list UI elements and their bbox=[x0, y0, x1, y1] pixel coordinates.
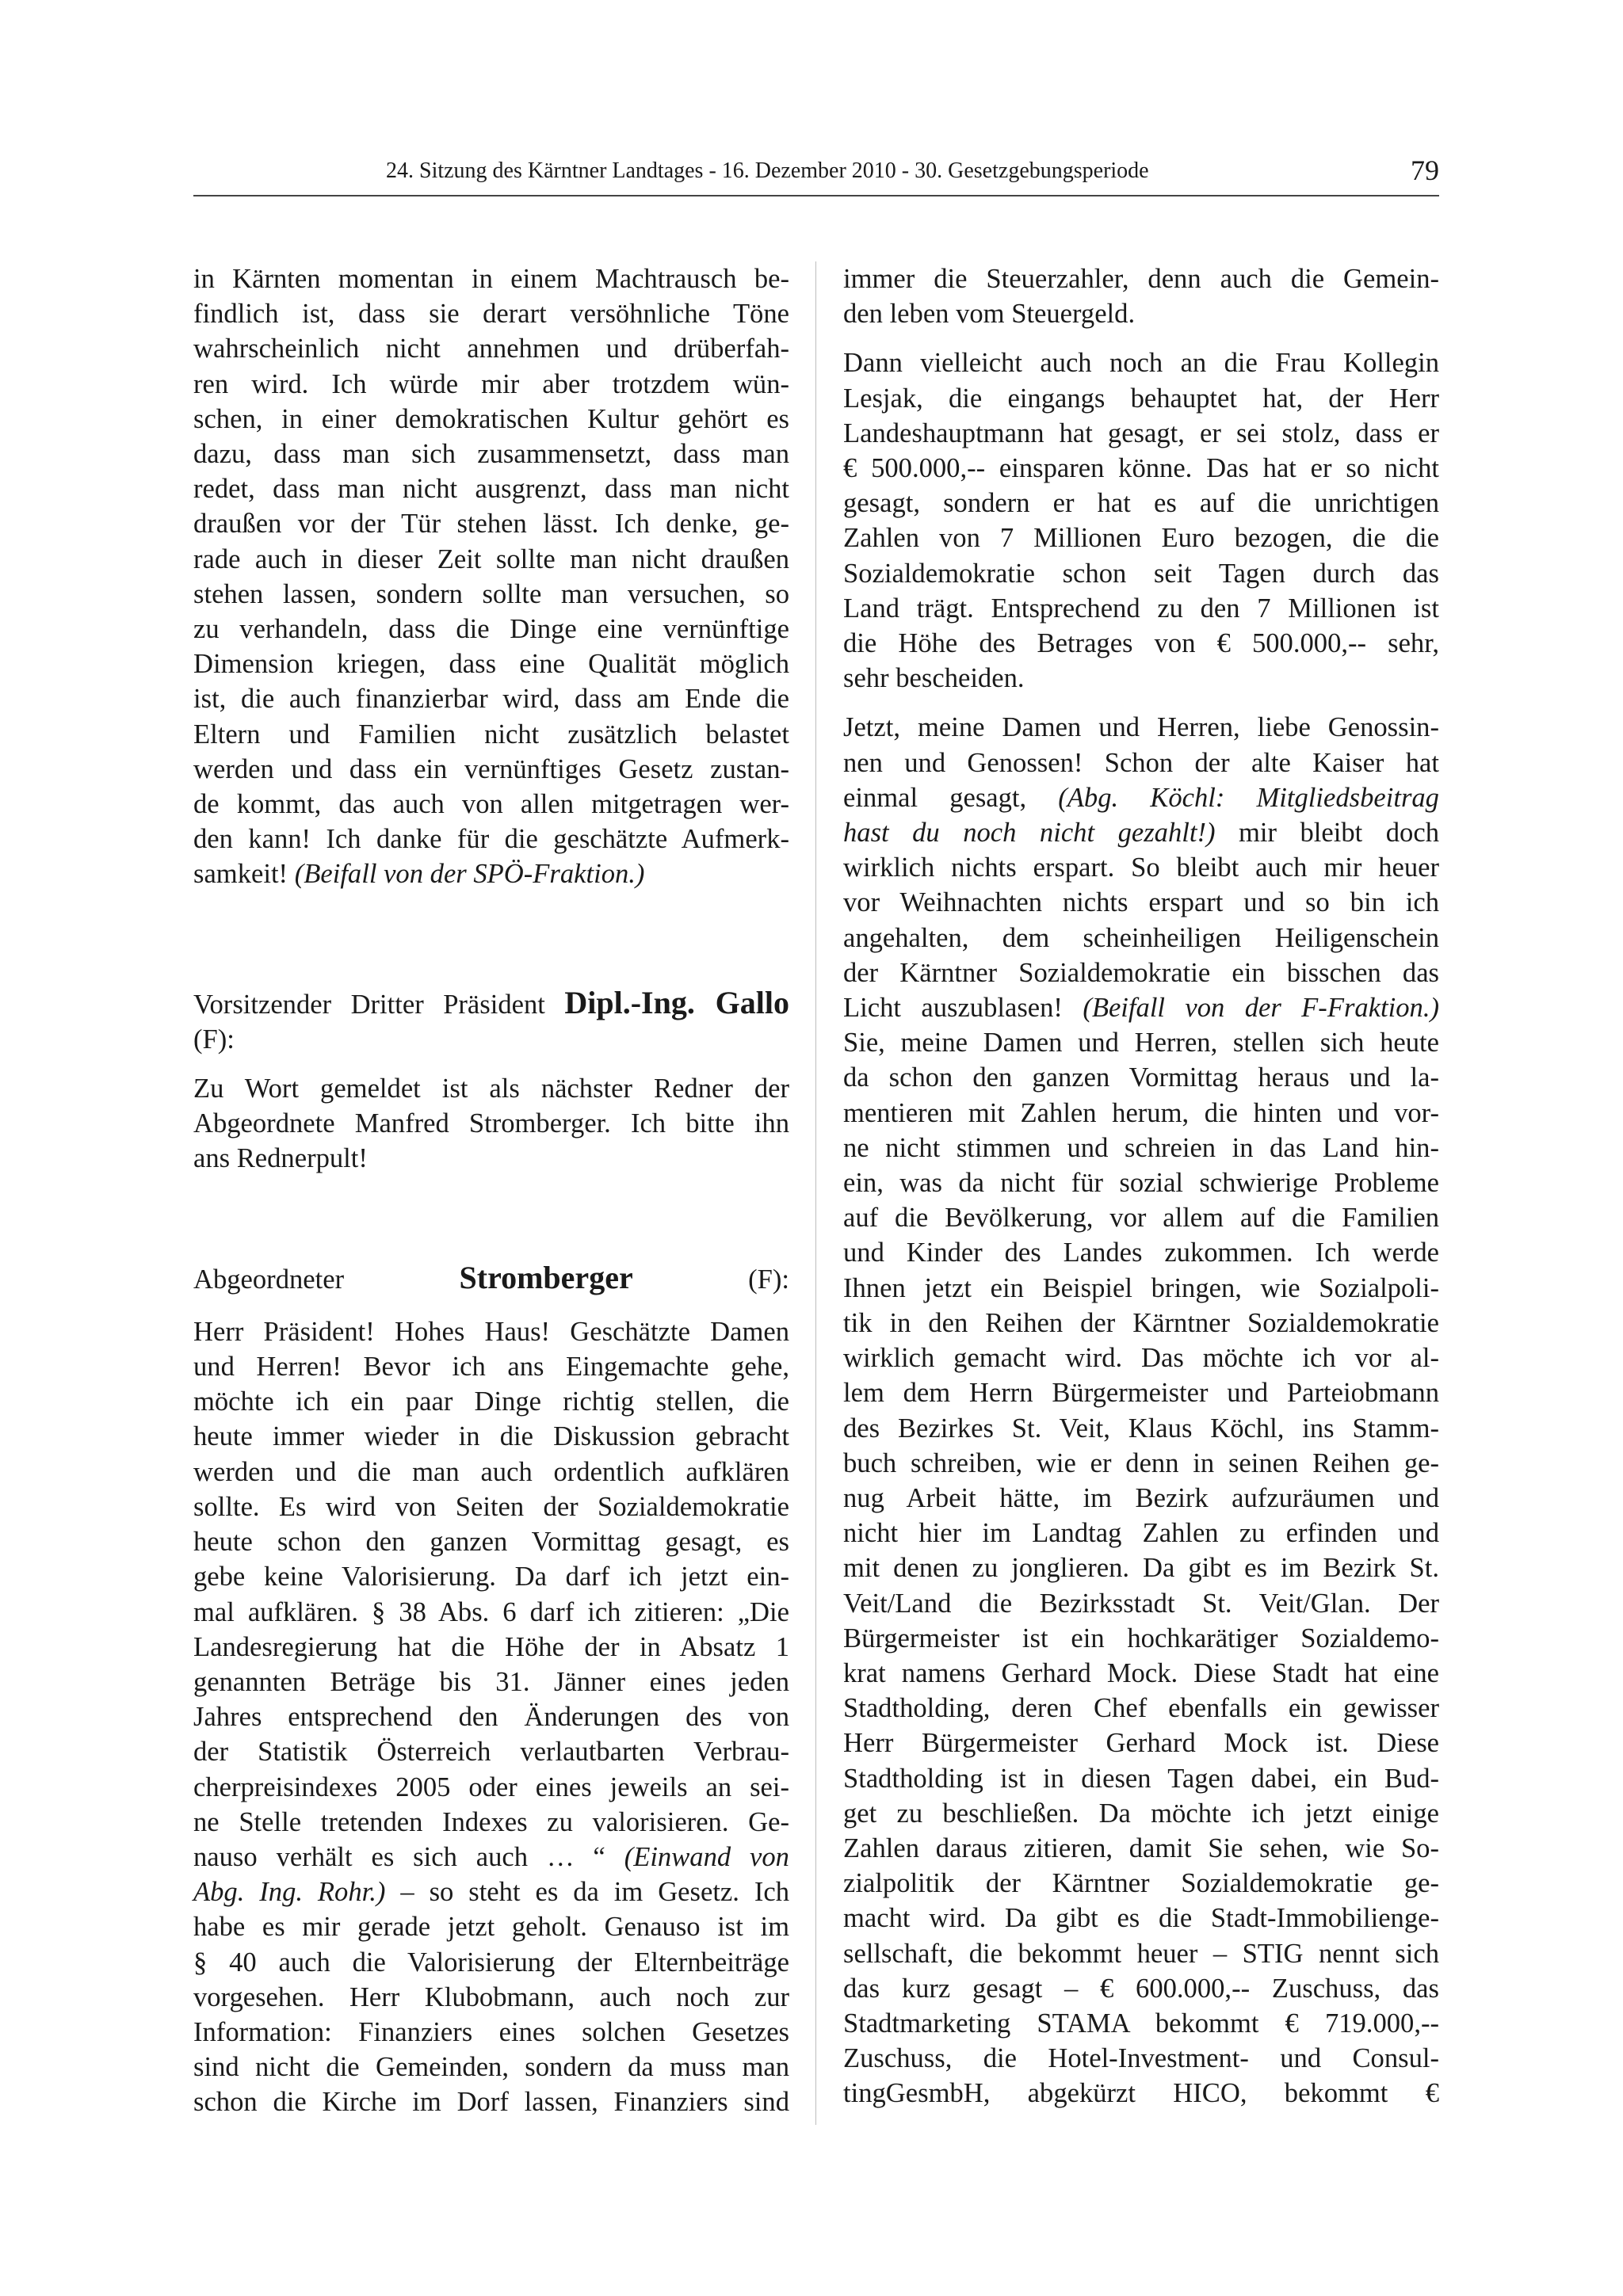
paragraph bbox=[843, 710, 1439, 780]
text-line: Information: Finanziers eines solchen Gesetzes bbox=[193, 2016, 789, 2047]
paragraph bbox=[193, 1314, 789, 1840]
text-line: Herr Präsident! Hohes Haus! Geschätzte Damen bbox=[193, 1316, 789, 1347]
text-line: Bürgermeister ist ein hochkarätiger Sozialdemo- bbox=[843, 1623, 1439, 1653]
text-line: schen, in einer demokratischen Kultur gehört es bbox=[193, 403, 789, 434]
right-column bbox=[843, 261, 1439, 2111]
text-line: § 40 auch die Valorisierung der Elternbeiträge bbox=[193, 1947, 789, 1978]
text-line: nug Arbeit hätte, im Bezirk aufzuräumen und bbox=[843, 1482, 1439, 1513]
text-line: samkeit! (Beifall von der SPÖ-Fraktion.) bbox=[193, 859, 645, 890]
paragraph bbox=[193, 1909, 789, 2119]
column-divider bbox=[815, 261, 816, 2125]
text-line: den kann! Ich danke für die geschätzte Aufmerk- bbox=[193, 824, 789, 855]
text-line: hast du noch nicht gezahlt!) mir bleibt doch bbox=[843, 818, 1439, 849]
text-line: auf die Bevölkerung, vor allem auf die Familien bbox=[843, 1203, 1439, 1234]
text-line: nen und Genossen! Schon der alte Kaiser hat bbox=[843, 747, 1439, 778]
text-line: tingGesmbH, abgekürzt HICO, bekommt € bbox=[843, 2078, 1439, 2109]
text-line: ans Rednerpult! bbox=[193, 1143, 368, 1174]
text-line: nicht hier im Landtag Zahlen zu erfinden und bbox=[843, 1518, 1439, 1549]
text-line: findlich ist, dass sie derart versöhnliche Töne bbox=[193, 299, 789, 330]
text-line: die Höhe des Betrages von € 500.000,-- sehr, bbox=[843, 628, 1439, 659]
text-line: der Kärntner Sozialdemokratie ein bisschen das bbox=[843, 957, 1439, 988]
text-line: zu verhandeln, dass die Dinge eine vernünftige bbox=[193, 614, 789, 645]
text-line: Abgeordnete Manfred Stromberger. Ich bitte ihn bbox=[193, 1108, 789, 1139]
text-line: € 500.000,-- einsparen könne. Das hat er so nicht bbox=[843, 453, 1439, 484]
text-line: ren wird. Ich würde mir aber trotzdem wün- bbox=[193, 368, 789, 399]
text-line: das kurz gesagt – € 600.000,-- Zuschuss, das bbox=[843, 1973, 1439, 2004]
interjection: hast du noch nicht gezahlt!) bbox=[843, 818, 1216, 849]
text-line: wirklich gemacht wird. Das möchte ich vor al- bbox=[843, 1343, 1439, 1374]
text-line: immer die Steuerzahler, denn auch die Gemein- bbox=[843, 264, 1439, 294]
text-line: Ihnen jetzt ein Beispiel bringen, wie Sozialpoli- bbox=[843, 1272, 1439, 1303]
text-line: stehen lassen, sondern sollte man versuchen, so bbox=[193, 578, 789, 609]
text-line: Jetzt, meine Damen und Herren, liebe Genossin- bbox=[843, 712, 1439, 743]
paragraph bbox=[843, 1025, 1439, 2111]
speaker-heading: Vorsitzender Dritter Präsident Dipl.-Ing. Gallo bbox=[193, 984, 789, 1020]
interjection: (Abg. Köchl: Mitgliedsbeitrag bbox=[1058, 782, 1439, 813]
text-line: nauso verhält es sich auch … “ (Einwand von bbox=[193, 1841, 789, 1872]
text-line: sellschaft, die bekommt heuer – STIG nennt sich bbox=[843, 1938, 1439, 1969]
text-line: heute immer wieder in die Diskussion gebracht bbox=[193, 1421, 789, 1452]
text-line: Zahlen daraus zitieren, damit Sie sehen, wie So- bbox=[843, 1833, 1439, 1863]
paragraph bbox=[193, 1071, 789, 1177]
text-line: und Kinder des Landes zukommen. Ich werde bbox=[843, 1238, 1439, 1268]
page-header bbox=[193, 155, 1439, 196]
text-line: wahrscheinlich nicht annehmen und drüberfah- bbox=[193, 334, 789, 364]
text-line: Licht auszublasen! (Beifall von der F-Fraktion.) bbox=[843, 993, 1439, 1024]
text-line: mentieren mit Zahlen herum, die hinten und vor- bbox=[843, 1097, 1439, 1128]
paragraph bbox=[193, 261, 789, 856]
text-line: in Kärnten momentan in einem Machtrausch be- bbox=[193, 264, 789, 294]
text-line: möchte ich ein paar Dinge richtig stellen, die bbox=[193, 1386, 789, 1417]
text-line: den leben vom Steuergeld. bbox=[843, 299, 1136, 330]
text-line: get zu beschließen. Da möchte ich jetzt einige bbox=[843, 1798, 1439, 1829]
text-line: Sie, meine Damen und Herren, stellen sich heute bbox=[843, 1028, 1439, 1058]
text-line: ein, was da nicht für sozial schwierige Probleme bbox=[843, 1168, 1439, 1199]
text-line: Lesjak, die eingangs behauptet hat, der Herr bbox=[843, 383, 1439, 414]
text-line: Dimension kriegen, dass eine Qualität möglich bbox=[193, 649, 789, 680]
text-line: ne Stelle tretenden Indexes zu valorisieren. Ge- bbox=[193, 1806, 789, 1837]
speaker-name: Stromberger bbox=[459, 1259, 633, 1295]
text-line: Sozialdemokratie schon seit Tagen durch das bbox=[843, 558, 1439, 589]
text-line: sollte. Es wird von Seiten der Sozialdemokratie bbox=[193, 1491, 789, 1522]
text-line: Zu Wort gemeldet ist als nächster Redner der bbox=[193, 1074, 789, 1104]
text-line: draußen vor der Tür stehen lässt. Ich denke, ge- bbox=[193, 509, 789, 540]
interjection: Abg. Ing. Rohr.) bbox=[193, 1877, 386, 1908]
text-line: Zahlen von 7 Millionen Euro bezogen, die die bbox=[843, 523, 1439, 554]
text-line: Landesregierung hat die Höhe der in Absatz 1 bbox=[193, 1631, 789, 1662]
text-line: rade auch in dieser Zeit sollte man nicht draußen bbox=[193, 543, 789, 574]
speaker-name: Dipl.-Ing. Gallo bbox=[564, 984, 789, 1020]
interjection: (Einwand von bbox=[624, 1841, 789, 1872]
text-line: werden und dass ein vernünftiges Gesetz zustan- bbox=[193, 753, 789, 784]
text-line: Stadtmarketing STAMA bekommt € 719.000,-- bbox=[843, 2008, 1439, 2039]
text-line: werden und die man auch ordentlich aufklären bbox=[193, 1456, 789, 1487]
text-line: habe es mir gerade jetzt geholt. Genauso ist im bbox=[193, 1912, 789, 1943]
speaker-heading: Abgeordneter Stromberger (F): bbox=[193, 1259, 789, 1295]
text-line: mal aufklären. § 38 Abs. 6 darf ich zitieren: „Die bbox=[193, 1596, 789, 1627]
text-line: Dann vielleicht auch noch an die Frau Kollegin bbox=[843, 348, 1439, 379]
paragraph bbox=[843, 261, 1439, 331]
header-title: 24. Sitzung des Kärntner Landtages - 16. Dezember 2010 - 30. Gesetzgebungsperiode bbox=[386, 158, 1149, 183]
paragraph bbox=[843, 850, 1439, 990]
text-line: Stadtholding, deren Chef ebenfalls ein gewisser bbox=[843, 1693, 1439, 1724]
paragraph bbox=[843, 345, 1439, 696]
interjection: (Beifall von der F-Fraktion.) bbox=[1083, 993, 1439, 1024]
text-line: buch schreiben, wie er denn in seinen Reihen ge- bbox=[843, 1447, 1439, 1478]
text-line: dazu, dass man sich zusammensetzt, dass man bbox=[193, 439, 789, 470]
text-line: sehr bescheiden. bbox=[843, 663, 1025, 694]
text-line: des Bezirkes St. Veit, Klaus Köchl, ins Stamm- bbox=[843, 1413, 1439, 1444]
text-line: zialpolitik der Kärntner Sozialdemokratie ge- bbox=[843, 1868, 1439, 1899]
text-line: Land trägt. Entsprechend zu den 7 Millionen ist bbox=[843, 593, 1439, 624]
text-line: da schon den ganzen Vormittag heraus und la- bbox=[843, 1062, 1439, 1093]
text-line: ne nicht stimmen und schreien in das Land hin- bbox=[843, 1132, 1439, 1163]
text-line: vor Weihnachten nichts erspart und so bin ich bbox=[843, 887, 1439, 918]
text-line: mit denen zu jonglieren. Da gibt es im Bezirk St. bbox=[843, 1553, 1439, 1584]
text-line: und Herren! Bevor ich ans Eingemachte gehe, bbox=[193, 1352, 789, 1383]
text-line: Abg. Ing. Rohr.) – so steht es da im Gesetz. Ich bbox=[193, 1877, 789, 1908]
text-line: redet, dass man nicht ausgrenzt, dass man nicht bbox=[193, 474, 789, 505]
text-line: der Statistik Österreich verlautbarten Verbrau- bbox=[193, 1737, 789, 1768]
text-line: gebe keine Valorisierung. Da darf ich jetzt ein- bbox=[193, 1562, 789, 1592]
text-line: Eltern und Familien nicht zusätzlich belastet bbox=[193, 719, 789, 749]
text-line: Herr Bürgermeister Gerhard Mock ist. Diese bbox=[843, 1728, 1439, 1759]
text-line: Zuschuss, die Hotel-Investment- und Consul- bbox=[843, 2043, 1439, 2074]
text-line: ist, die auch finanzierbar wird, dass am Ende die bbox=[193, 684, 789, 715]
page-number: 79 bbox=[1411, 154, 1439, 186]
text-line: Landeshauptmann hat gesagt, er sei stolz, dass er bbox=[843, 418, 1439, 448]
text-line: Jahres entsprechend den Änderungen des von bbox=[193, 1702, 789, 1733]
text-line: Veit/Land die Bezirksstadt St. Veit/Glan. Der bbox=[843, 1588, 1439, 1619]
text-line: vorgesehen. Herr Klubobmann, auch noch zur bbox=[193, 1981, 789, 2012]
speaker-party: (F): bbox=[193, 1024, 235, 1055]
text-line: Stadtholding ist in diesen Tagen dabei, ein Bud- bbox=[843, 1763, 1439, 1794]
text-line: heute schon den ganzen Vormittag gesagt, es bbox=[193, 1527, 789, 1558]
text-line: genannten Beträge bis 31. Jänner eines jeden bbox=[193, 1666, 789, 1697]
left-column bbox=[193, 261, 789, 2120]
text-line: gesagt, sondern er hat es auf die unrichtigen bbox=[843, 488, 1439, 519]
text-line: cherpreisindexes 2005 oder eines jeweils an sei- bbox=[193, 1772, 789, 1802]
text-line: einmal gesagt, (Abg. Köchl: Mitgliedsbeitrag bbox=[843, 782, 1439, 813]
text-line: schon die Kirche im Dorf lassen, Finanziers sind bbox=[193, 2087, 789, 2118]
text-line: de kommt, das auch von allen mitgetragen wer- bbox=[193, 789, 789, 820]
interjection: (Beifall von der SPÖ-Fraktion.) bbox=[294, 859, 645, 890]
text-line: sind nicht die Gemeinden, sondern da muss man bbox=[193, 2052, 789, 2083]
text-line: macht wird. Da gibt es die Stadt-Immobilienge- bbox=[843, 1903, 1439, 1934]
text-line: krat namens Gerhard Mock. Diese Stadt hat eine bbox=[843, 1657, 1439, 1688]
text-line: lem dem Herrn Bürgermeister und Parteiobmann bbox=[843, 1378, 1439, 1409]
text-line: tik in den Reihen der Kärntner Sozialdemokratie bbox=[843, 1307, 1439, 1338]
text-line: wirklich nichts erspart. So bleibt auch mir heuer bbox=[843, 852, 1439, 883]
text-line: angehalten, dem scheinheiligen Heiligenschein bbox=[843, 922, 1439, 953]
